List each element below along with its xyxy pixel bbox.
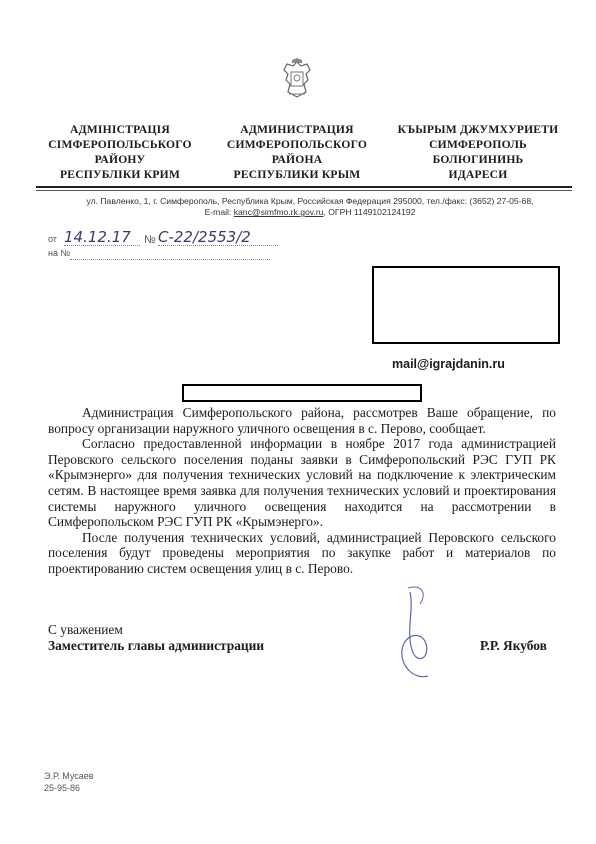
recipient-email: mail@igrajdanin.ru [392,357,505,371]
body-paragraph: После получения технических условий, администрацией Перовского сельского поселения будут проведены мероприятия по закупке работ и материалов по проектированию систем освещения улиц в с. Перово. [48,529,556,576]
reference-block [48,228,288,262]
signature-image [380,580,460,690]
header-line: АДМИНИСТРАЦИЯ [240,123,354,136]
header-crimean-tatar [385,122,571,182]
email-link[interactable]: kanc@simfmo.rk.gov.ru [233,207,324,217]
header-ukrainian [40,122,200,182]
from-label: от [48,234,57,244]
letter-number: С-22/2553/2 [158,228,251,246]
body-paragraph: Администрация Симферопольского района, рассмотрев Ваше обращение, по вопросу организации наружного уличного освещения в с. Перово, сообщает. [48,405,556,436]
letter-body [48,405,556,577]
header-line: ИДАРЕСИ [448,168,508,181]
letter-date: 14.12.17 [64,228,131,246]
header-line: РЕСПУБЛИКИ КРЫМ [233,168,361,181]
header-divider [36,186,572,188]
body-paragraph: Согласно предоставленной информации в ноябре 2017 года администрацией Перовского сельского поселения поданы заявки в Симферопольский РЭС ГУП РК «Крымэнерго» для получения технических условий на подключение к электрическим сетям. В настоящее время заявка для получения технических условий и проектирования системы наружного уличного освещения находится на рассмотрении в Симферопольском РЭС ГУП РК «Крымэнерго». [48,436,556,530]
header-line: КЪЫРЫМ ДЖУМХУРИЕТИ [397,123,559,136]
on-number-underline [70,259,270,260]
redacted-recipient-address [372,266,560,344]
redacted-salutation [182,384,422,402]
on-number-label: на № [48,248,71,258]
header-line: РАЙОНУ [94,153,146,166]
number-underline [158,245,278,246]
executor-name: Э.Р. Мусаев [44,771,94,781]
header-line: СИМФЕРОПОЛЬ [429,138,527,151]
header-line: БОЛЮГИНИНЬ [432,153,524,166]
header-line: РАЙОНА [271,153,323,166]
coat-of-arms-icon [280,58,314,100]
executor-phone: 25-95-86 [44,783,81,793]
header-divider-thin [36,190,572,191]
contact-address: ул. Павленко, 1, г. Симферополь, Республика Крым, Российская Федерация 295000, тел./факс: (3652) 27-05-68, [86,196,534,206]
header-line: СІМФЕРОПОЛЬСЬКОГО [48,138,192,151]
signatory-position: Заместитель главы администрации [48,638,265,653]
number-label: № [144,234,156,246]
date-underline [64,245,140,246]
header-russian [217,122,377,182]
regards: С уважением [48,622,123,637]
header-line: РЕСПУБЛІКИ КРИМ [59,168,180,181]
contact-email-line [60,207,560,217]
ogrn: , ОГРН 1149102124192 [323,207,416,217]
header-line: АДМІНІСТРАЦІЯ [70,123,170,136]
email-prefix: E-mail: [204,207,234,217]
header-line: СИМФЕРОПОЛЬСКОГО [226,138,368,151]
signatory-name: Р.Р. Якубов [480,638,547,653]
